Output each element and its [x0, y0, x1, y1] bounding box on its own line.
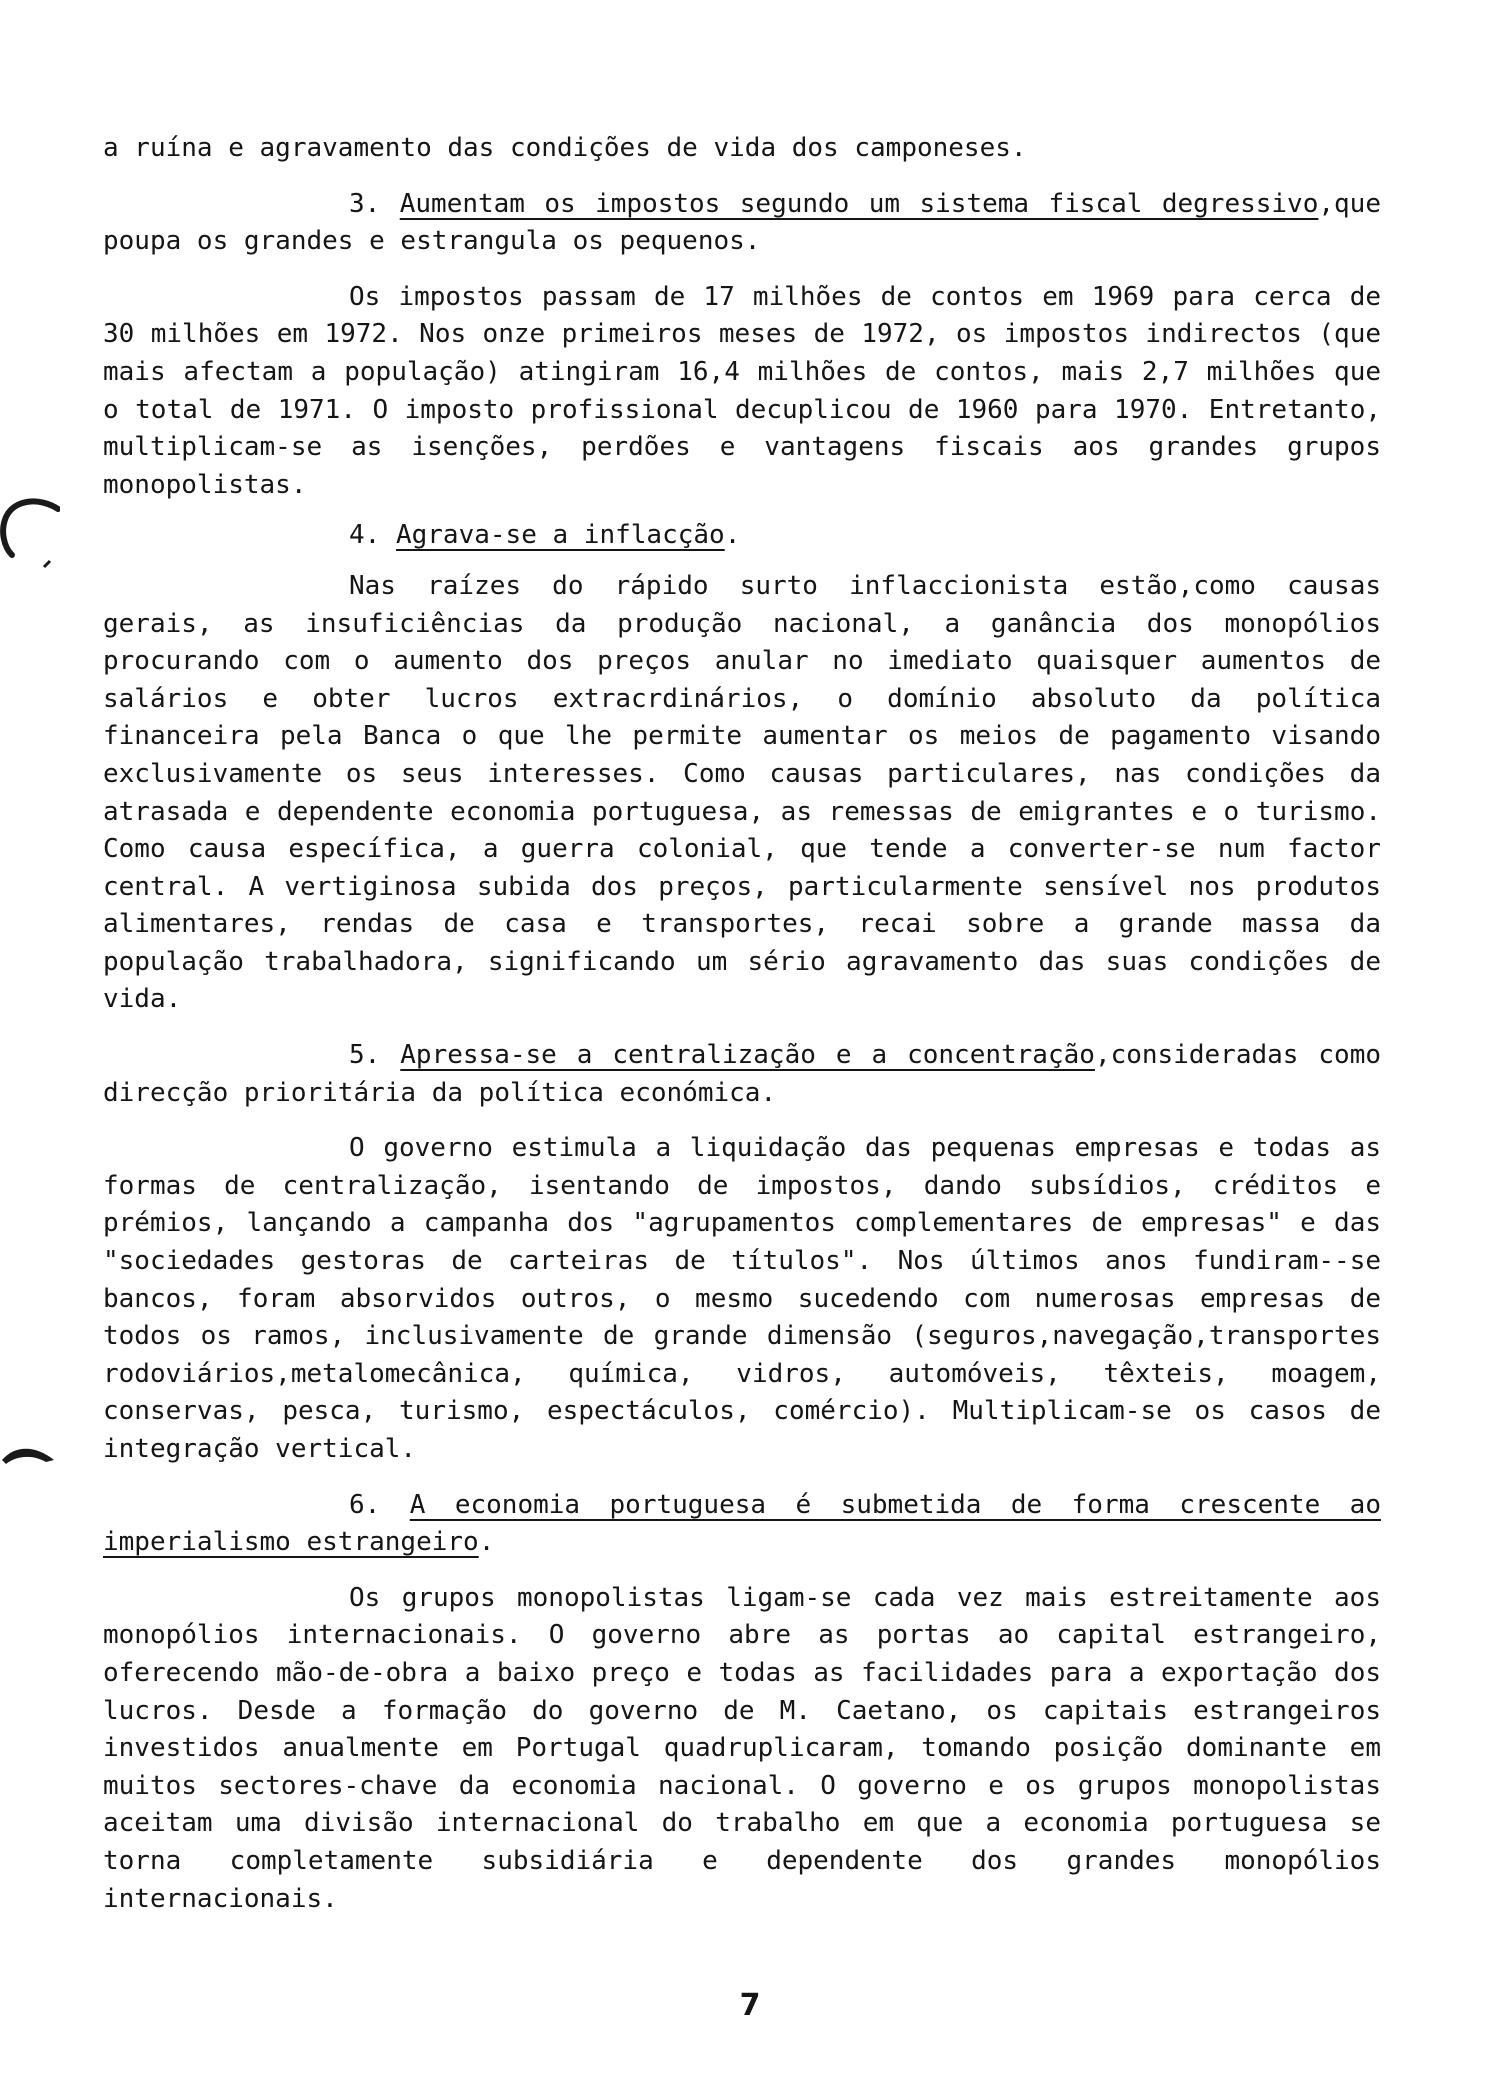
paragraph-1: a ruína e agravamento das condições de vida dos camponeses.: [103, 133, 1027, 163]
paragraph-taxes: Os impostos passam de 17 milhões de contos em 1969 para cerca de 30 milhões em 1972. Nos onze primeiros meses de 1972, os impostos indirectos (que mais afectam a população) atingiram 16,4 milhões de contos, mais 2,7 milhões que o total de 1971. O imposto profissional decuplicou de 1960 para 1970. Entretanto, multiplicam-se as isenções, perdões e vantagens fiscais aos grandes grupos monopolistas.: [103, 281, 1381, 500]
section-4-heading-rest: .: [724, 520, 741, 551]
punch-hole-bottom-mark: [0, 1440, 60, 1480]
section-5-heading-rest: ,consideradas como direcção prioritária da política económica.: [103, 1040, 1382, 1108]
section-3-paragraph: [103, 186, 1381, 261]
punch-hole-top-mark: [0, 495, 60, 575]
section-6-heading: A economia portuguesa é submetida de forma crescente ao imperialismo estrangeiro: [103, 1489, 1381, 1558]
section-3-number: 3.: [349, 188, 400, 219]
section-4-paragraph: [103, 517, 1381, 555]
section-6-paragraph: [103, 1487, 1381, 1562]
page-number: 7: [739, 1988, 761, 2023]
paragraph-imperialism: Os grupos monopolistas ligam-se cada vez mais estreitamente aos monopólios internacionais. O governo abre as portas ao capital estrangeiro, oferecendo mão-de-obra a baixo preço e todas as facilidades para a exportação dos lucros. Desde a formação do governo de M. Caetano, os capitais estrangeiros investidos anualmente em Portugal quadruplicaram, tomando posição dominante em muitos sectores-chave da economia nacional. O governo e os grupos monopolistas aceitam uma divisão internacional do trabalho em que a economia portuguesa se torna completamente subsidiária e dependente dos grandes monopólios internacionais.: [103, 1582, 1381, 1914]
section-5-number: 5.: [349, 1040, 401, 1071]
paragraph-centralization: O governo estimula a liquidação das pequenas empresas e todas as formas de centralização, isentando de impostos, dando subsídios, créditos e prémios, lançando a campanha dos "agrupamentos complementares de empresas" e das "sociedades gestoras de carteiras de títulos". Nos últimos anos fundiram--se bancos, foram absorvidos outros, o mesmo sucedendo com numerosas empresas de todos os ramos, inclusivamente de grande dimensão (seguros,navegação,transportes rodoviários,metalomecânica, química, vidros, automóveis, têxteis, moagem, conservas, pesca, turismo, espectáculos, comércio). Multiplicam-se os casos de integração vertical.: [103, 1133, 1381, 1464]
paragraph-inflation: Nas raízes do rápido surto inflaccionista estão,como causas gerais, as insuficiências da produção nacional, a ganância dos monopólios procurando com o aumento dos preços anular no imediato quaisquer aumentos de salários e obter lucros extracrdinários, o domínio absoluto da política financeira pela Banca o que lhe permite aumentar os meios de pagamento visando exclusivamente os seus interesses. Como causas particulares, nas condições da atrasada e dependente economia portuguesa, as remessas de emigrantes e o turismo. Como causa específica, a guerra colonial, que tende a converter-se num factor central. A vertiginosa subida dos preços, particularmente sensível nos produtos alimentares, rendas de casa e transportes, recai sobre a grande massa da população trabalhadora, significando um sério agravamento das suas condições de vida.: [103, 570, 1381, 1015]
section-6-heading-rest: .: [478, 1527, 495, 1558]
section-5-heading: Apressa-se a centralização e a concentração: [400, 1040, 1095, 1071]
section-5-paragraph: [103, 1037, 1381, 1112]
section-4-heading: Agrava-se a inflacção: [395, 520, 725, 551]
section-3-heading-rest: ,que poupa os grandes e estrangula os pequenos.: [103, 188, 1381, 257]
section-3-heading: Aumentam os impostos segundo um sistema fiscal degressivo: [399, 188, 1319, 219]
section-4-number: 4.: [349, 520, 396, 551]
section-6-number: 6.: [349, 1489, 410, 1520]
body-text: [103, 130, 1381, 1918]
